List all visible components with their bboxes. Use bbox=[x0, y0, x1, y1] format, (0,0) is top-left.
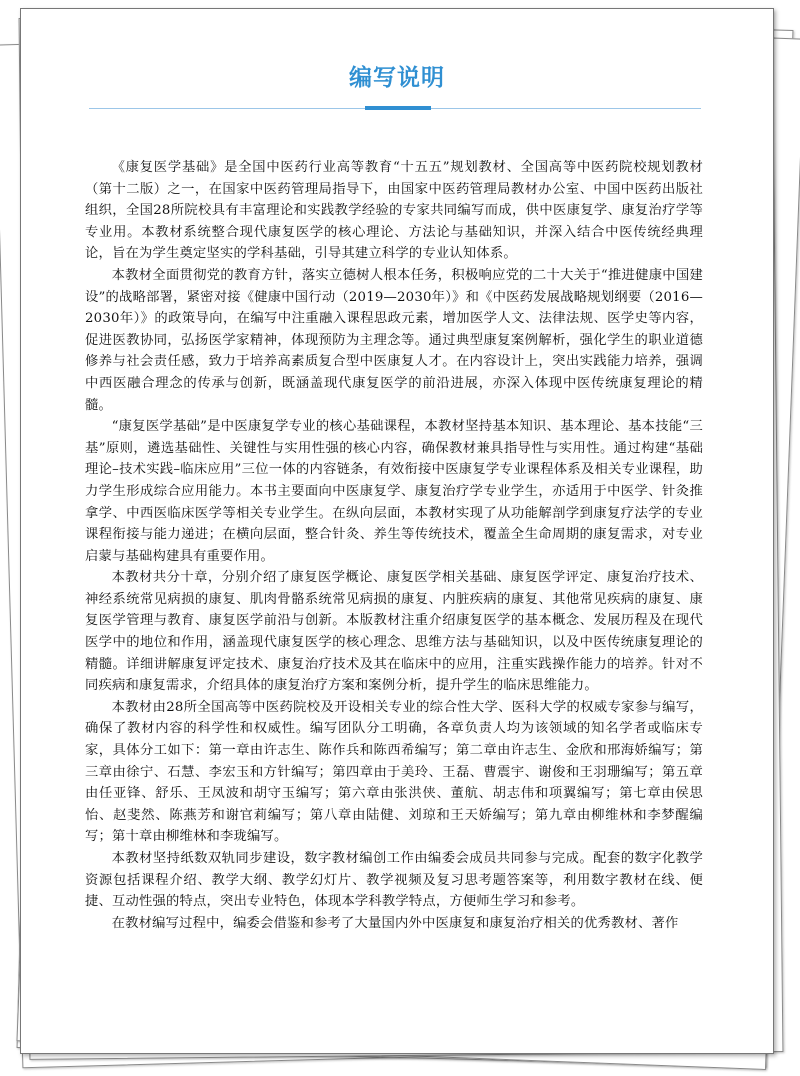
paragraph: “康复医学基础”是中医康复学专业的核心基础课程，本教材坚持基本知识、基本理论、基本技能“三基”原则，遴选基础性、关键性与实用性强的核心内容，确保教材兼具指导性与实用性。通过构建“基础理论–技术实践–临床应用”三位一体的内容链条，有效衔接中医康复学专业课程体系及相关专业课程，助力学生形成综合应用能力。本书主要面向中医康复学、康复治疗学专业学生，亦适用于中医学、针灸推拿学、中西医临床医学等相关专业学生。在纵向层面，本教材实现了从功能解剖学到康复疗法学的专业课程衔接与能力递进；在横向层面，整合针灸、养生等传统技术，覆盖全生命周期的康复需求，对专业启蒙与基础构建具有重要作用。 bbox=[85, 419, 703, 564]
document-page bbox=[20, 8, 774, 1054]
title-divider-accent bbox=[365, 106, 431, 110]
paragraph: 本教材由28所全国高等中医药院校及开设相关专业的综合性大学、医科大学的权威专家参与编写，确保了教材内容的科学性和权威性。编写团队分工明确，各章负责人均为该领域的知名学者或临床专家，具体分工如下：第一章由许志生、陈作兵和陈西希编写；第二章由许志生、金欣和邢海娇编写；第三章由徐宁、石慧、李宏玉和方针编写；第四章由于美玲、王磊、曹震宇、谢俊和王羽珊编写；第五章由任亚锋、舒乐、王凤波和胡守玉编写；第六章由张洪侠、董航、胡志伟和项翼编写；第七章由侯思怡、赵斐然、陈燕芳和谢官莉编写；第八章由陆健、刘琼和王天娇编写；第九章由柳维林和李梦醒编写；第十章由柳维林和李珑编写。 bbox=[85, 699, 703, 845]
body-text bbox=[85, 157, 703, 934]
paragraph: 在教材编写过程中，编委会借鉴和参考了大量国内外中医康复和康复治疗相关的优秀教材、著作 bbox=[111, 915, 679, 931]
paragraph: 《康复医学基础》是全国中医药行业高等教育“十五五”规划教材、全国高等中医药院校规划教材（第十二版）之一，在国家中医药管理局指导下，由国家中医药管理局教材办公室、中国中医药出版社组织，全国28所院校具有丰富理论和实践教学经验的专家共同编写而成，供中医康复学、康复治疗学等专业用。本教材系统整合现代康复医学的核心理论、方法论与基础知识，并深入结合中医传统经典理论，旨在为学生奠定坚实的学科基础，引导其建立科学的专业认知体系。 bbox=[85, 160, 703, 262]
paragraph: 本教材坚持纸数双轨同步建设，数字教材编创工作由编委会成员共同参与完成。配套的数字化教学资源包括课程介绍、教学大纲、教学幻灯片、教学视频及复习思考题答案等，利用数字教材在线、便捷、互动性强的特点，突出专业特色，体现本学科教学特点，方便师生学习和参考。 bbox=[85, 851, 703, 910]
paragraph: 本教材全面贯彻党的教育方针，落实立德树人根本任务，积极响应党的二十大关于“推进健康中国建设”的战略部署，紧密对接《健康中国行动（2019—2030年）》和《中医药发展战略规划纲要（2016—2030年）》的政策导向，在编写中注重融入课程思政元素，增加医学人文、法律法规、医学史等内容，促进医教协同，弘扬医学家精神，体现预防为主理念等。通过典型康复案例解析，强化学生的职业道德修养与社会责任感，致力于培养高素质复合型中医康复人才。在内容设计上，突出实践能力培养，强调中西医融合理念的传承与创新，既涵盖现代康复医学的前沿进展，亦深入体现中医传统康复理论的精髓。 bbox=[85, 267, 703, 413]
page-title: 编写说明 bbox=[349, 65, 445, 91]
paragraph: 本教材共分十章，分别介绍了康复医学概论、康复医学相关基础、康复医学评定、康复治疗技术、神经系统常见病损的康复、肌肉骨骼系统常见病损的康复、内脏疾病的康复、其他常见疾病的康复、康复医学管理与教育、康复医学前沿与创新。本版教材注重介绍康复医学的基本概念、发展历程及在现代医学中的地位和作用，涵盖现代康复医学的核心理念、思维方法与基础知识，以及中医传统康复理论的精髓。详细讲解康复评定技术、康复治疗技术及其在临床中的应用，注重实践操作能力的培养。针对不同疾病和康复需求，介绍具体的康复治疗方案和案例分析，提升学生的临床思维能力。 bbox=[85, 570, 703, 694]
